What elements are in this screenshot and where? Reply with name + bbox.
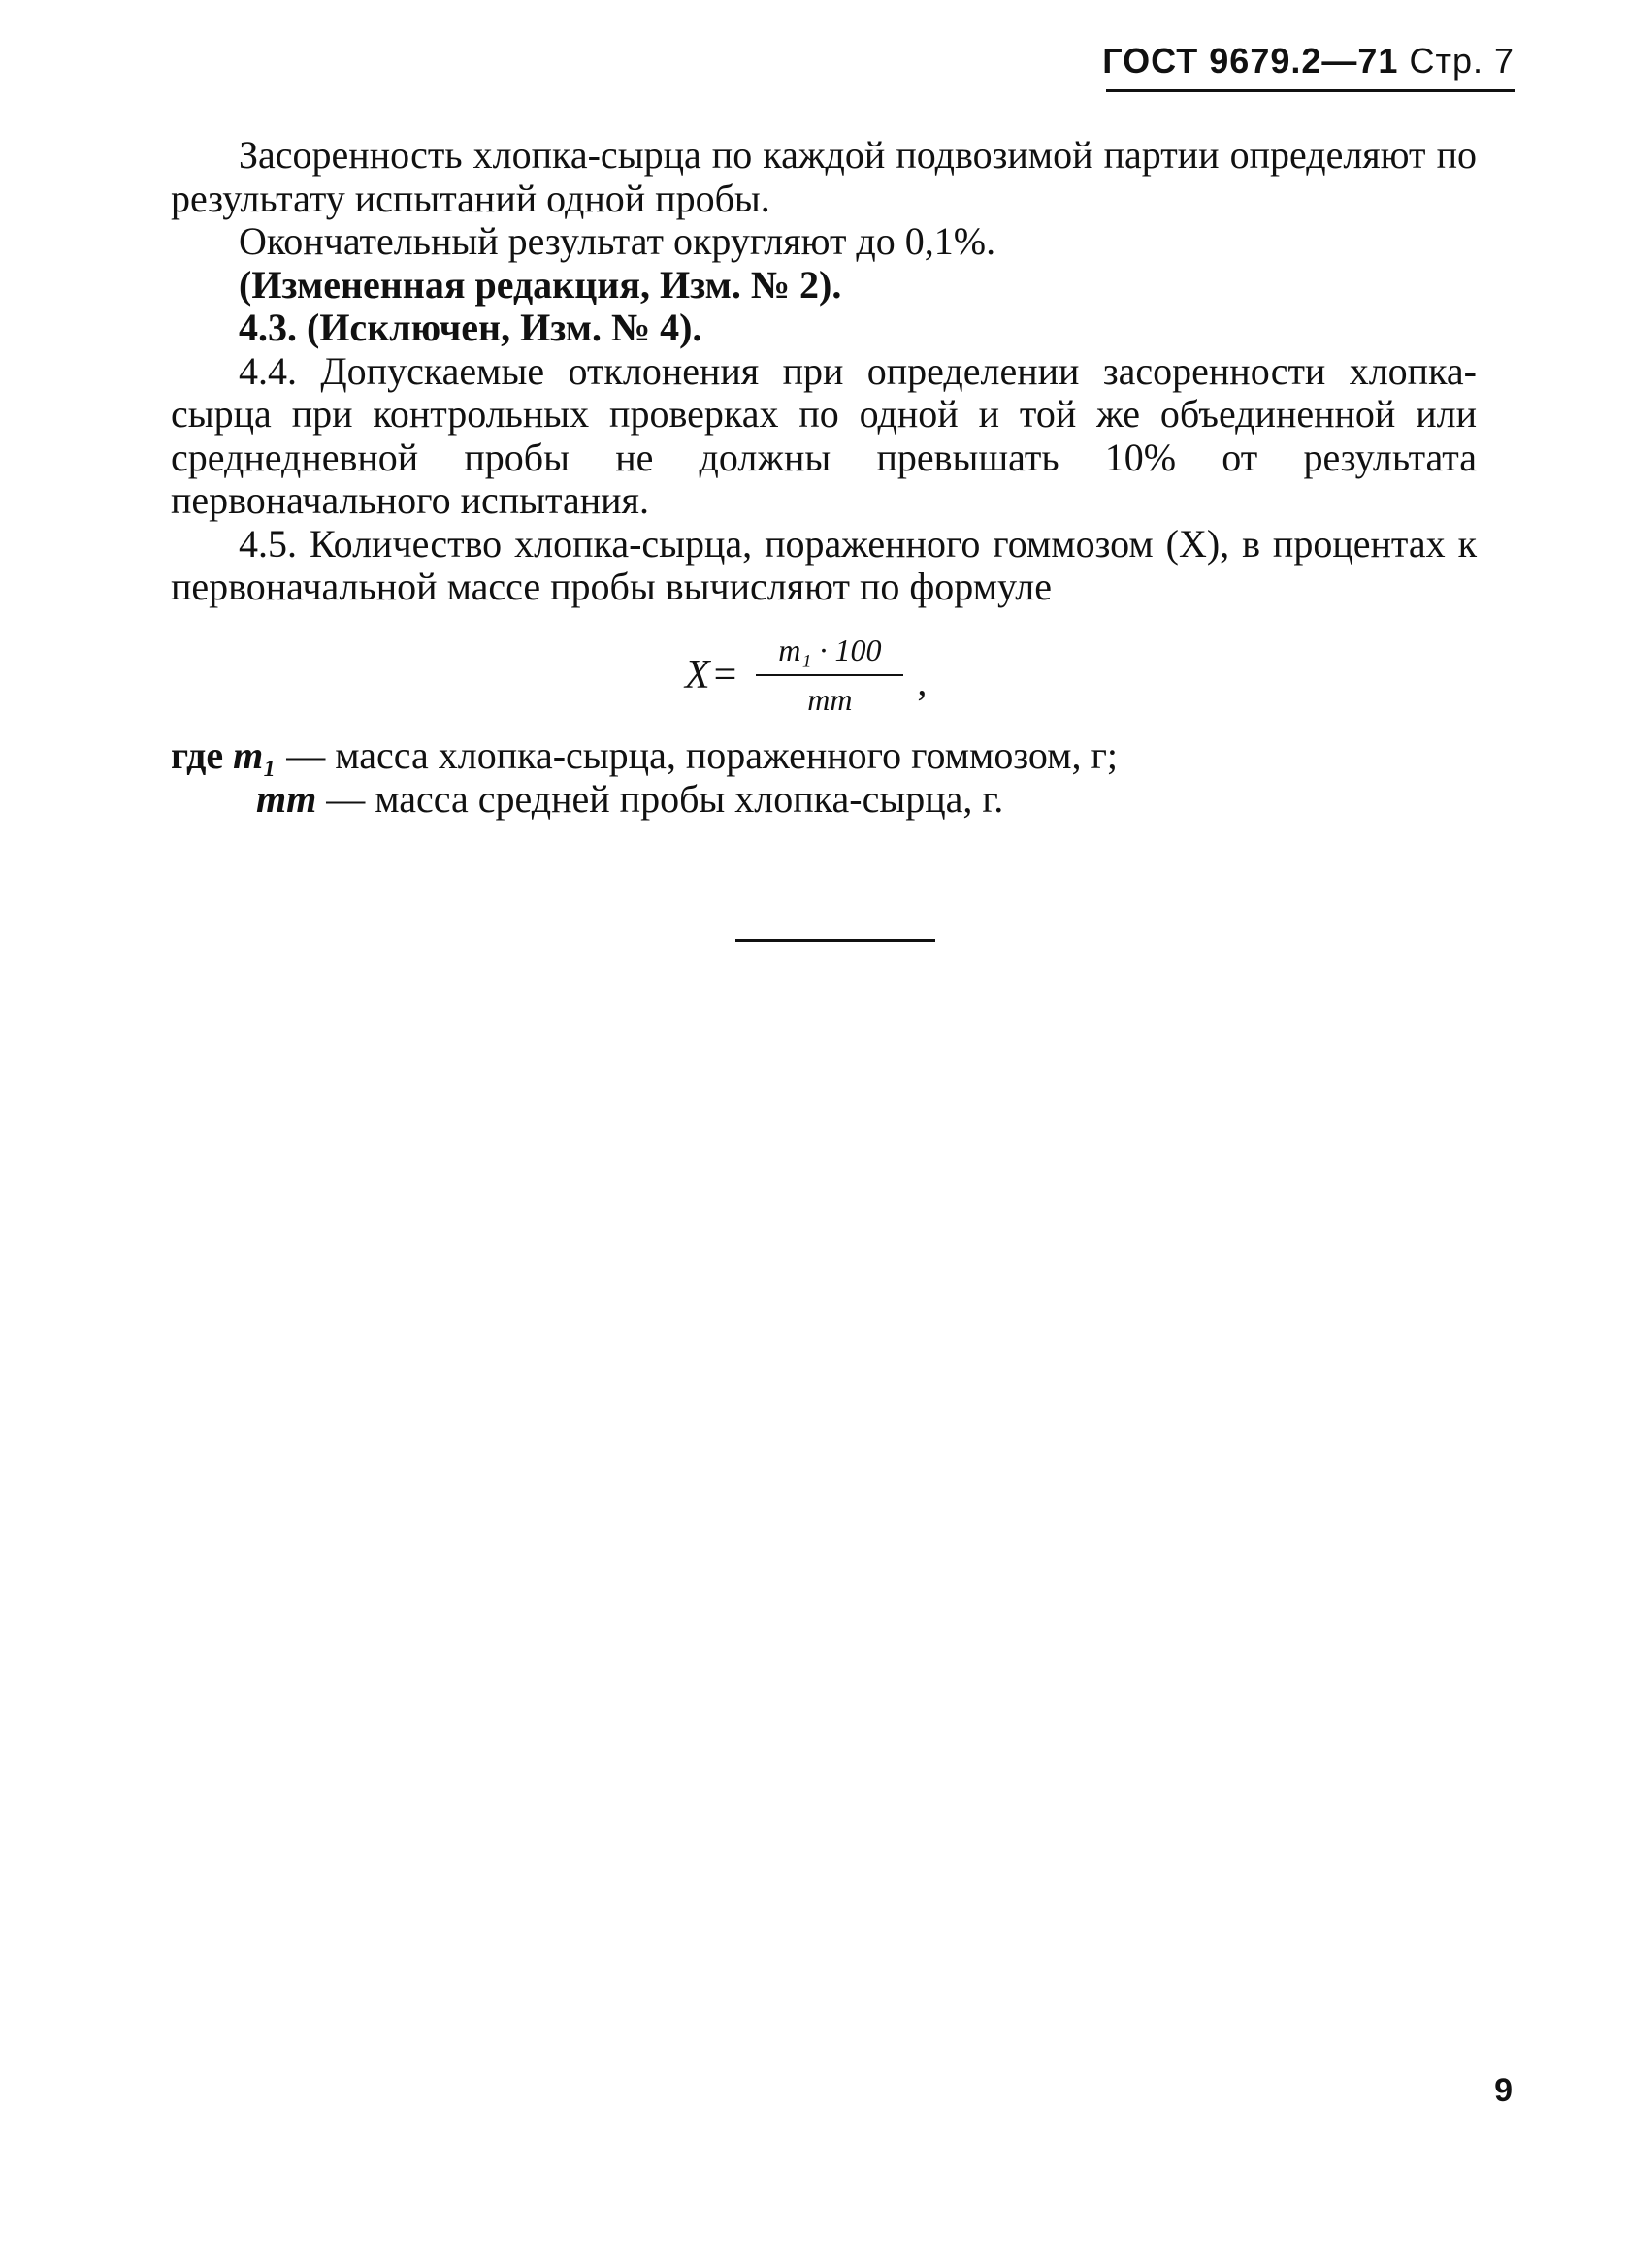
legend-row [171,778,1118,822]
paragraph-4-3: 4.3. (Исключен, Изм. № 4). [239,306,702,349]
legend-where: где [171,733,224,777]
legend-symbol: m₁ [233,733,277,777]
formula-numerator: m₁ · 100 [778,632,882,667]
legend-row [171,734,1118,778]
legend-description: — масса средней пробы хлопка-сырца, г. [326,776,1004,821]
standard-number: ГОСТ 9679.2—71 [1102,41,1399,81]
paragraph-4-4: 4.4. Допускаемые отклонения при определении засоренности хлопка-сырца при контрольных проверках по одной и той же объединенной или среднедневной пробы не должны превышать 10% от результата первоначального испытания. [171,348,1477,522]
formula-fraction [756,632,903,718]
section-end-rule [735,939,935,942]
paragraph-rounding: Окончательный результат округляют до 0,1%. [239,219,996,263]
page-number: 9 [1494,2072,1513,2109]
header-rule [1106,89,1515,92]
body-text [171,134,1477,609]
legend-symbol: mт [256,776,317,821]
paragraph-4-5: 4.5. Количество хлопка-сырца, пораженного гоммозом (X), в процентах к первоначальной массе пробы вычисляют по формуле [171,521,1477,608]
formula-legend [171,734,1118,821]
formula [685,632,927,718]
paragraph-contamination: Засоренность хлопка-сырца по каждой подвозимой партии определяют по результату испытаний одной пробы. [171,133,1477,220]
paragraph-amendment-2: (Измененная редакция, Изм. № 2). [239,262,842,307]
running-header [1102,41,1515,81]
formula-equals: = [713,653,737,697]
formula-denominator: mт [807,682,853,717]
header-page-label: Стр. 7 [1409,41,1515,81]
formula-trailing-comma: , [917,659,928,703]
legend-description: — масса хлопка-сырца, пораженного гоммозом, г; [286,733,1118,777]
formula-lhs: X [685,653,710,697]
